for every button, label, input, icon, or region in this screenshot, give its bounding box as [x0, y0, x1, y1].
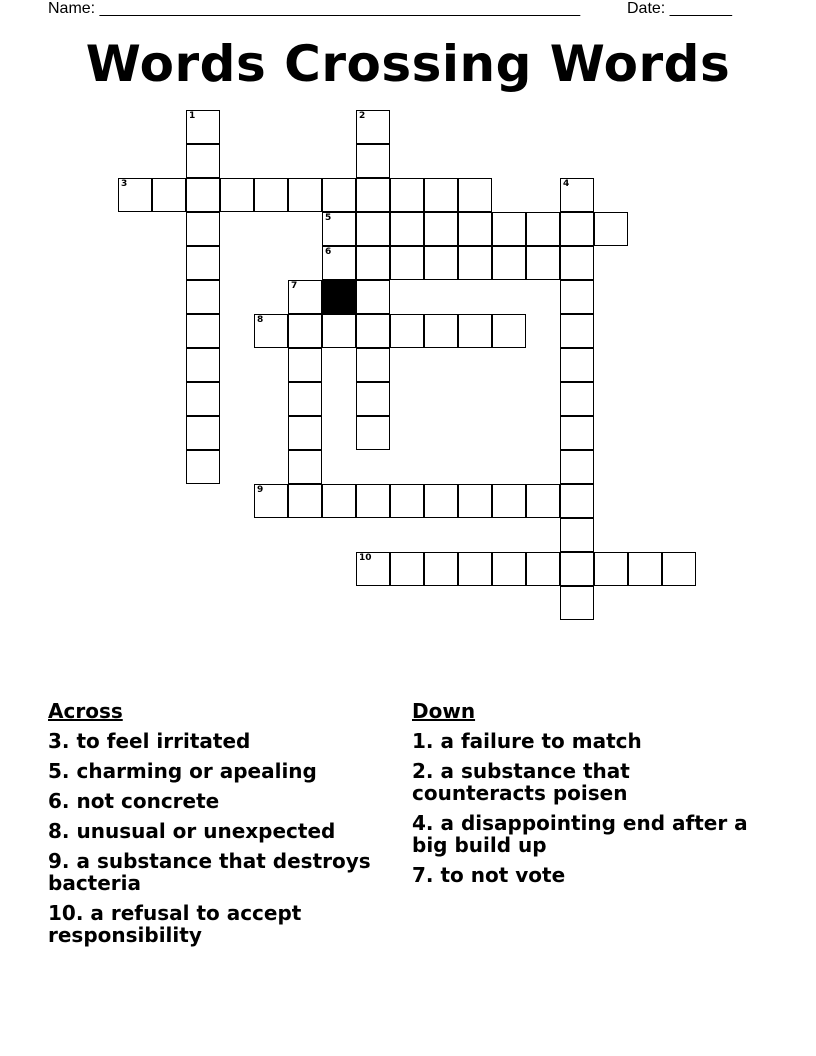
crossword-cell[interactable]: [288, 280, 322, 314]
crossword-cell[interactable]: [186, 178, 220, 212]
crossword-cell[interactable]: [390, 178, 424, 212]
crossword-cell[interactable]: [390, 484, 424, 518]
clue-item-text: a substance that destroys bacteria: [48, 849, 371, 895]
clue-item-number: 5.: [48, 759, 70, 783]
across-heading: Across: [48, 699, 123, 723]
crossword-cell[interactable]: [526, 552, 560, 586]
crossword-cell[interactable]: [560, 450, 594, 484]
crossword-cell[interactable]: [560, 586, 594, 620]
crossword-cell[interactable]: [356, 280, 390, 314]
crossword-cell[interactable]: [492, 484, 526, 518]
crossword-cell[interactable]: [560, 314, 594, 348]
clue-number: 7: [291, 281, 298, 291]
clue-item: [48, 790, 393, 812]
clue-item-text: charming or apealing: [69, 759, 317, 783]
crossword-cell[interactable]: [186, 246, 220, 280]
crossword-cell[interactable]: [356, 110, 390, 144]
clue-item-text: to feel irritated: [69, 729, 251, 753]
clue-item-number: 8.: [48, 819, 70, 843]
clue-item-number: 6.: [48, 789, 70, 813]
crossword-cell[interactable]: [424, 178, 458, 212]
clue-item: [412, 760, 757, 804]
crossword-cell[interactable]: [390, 246, 424, 280]
clue-item: [48, 902, 393, 946]
crossword-cell[interactable]: [458, 178, 492, 212]
down-clue-list: [412, 730, 757, 886]
crossword-cell[interactable]: [560, 178, 594, 212]
clue-item-number: 2.: [412, 759, 434, 783]
crossword-cell[interactable]: [356, 178, 390, 212]
across-clues: [48, 700, 393, 954]
crossword-cell[interactable]: [322, 246, 356, 280]
crossword-cell[interactable]: [186, 110, 220, 144]
crossword-cell[interactable]: [560, 484, 594, 518]
clue-item-number: 1.: [412, 729, 434, 753]
crossword-cell[interactable]: [186, 382, 220, 416]
crossword-cell[interactable]: [322, 178, 356, 212]
crossword-cell[interactable]: [458, 212, 492, 246]
crossword-cell[interactable]: [560, 348, 594, 382]
crossword-cell[interactable]: [356, 314, 390, 348]
crossword-cell[interactable]: [288, 416, 322, 450]
crossword-cell[interactable]: [322, 314, 356, 348]
clue-item: [412, 864, 757, 886]
clue-item-number: 7.: [412, 863, 434, 887]
crossword-cell[interactable]: [254, 484, 288, 518]
clue-number: 6: [325, 247, 332, 257]
crossword-cell[interactable]: [560, 280, 594, 314]
crossword-cell[interactable]: [152, 178, 186, 212]
crossword-cell[interactable]: [560, 246, 594, 280]
name-field-line: Name: ______________________________________________________: [48, 0, 581, 17]
crossword-cell[interactable]: [390, 552, 424, 586]
crossword-cell[interactable]: [492, 314, 526, 348]
crossword-cell[interactable]: [458, 552, 492, 586]
crossword-cell[interactable]: [458, 314, 492, 348]
crossword-cell[interactable]: [492, 212, 526, 246]
clue-item-text: to not vote: [433, 863, 566, 887]
crossword-cell[interactable]: [390, 212, 424, 246]
clue-item-text: a refusal to accept responsibility: [48, 901, 302, 947]
clue-item-number: 10.: [48, 901, 84, 925]
clue-number: 8: [257, 315, 264, 325]
crossword-cell[interactable]: [288, 484, 322, 518]
clue-number: 4: [563, 179, 570, 189]
crossword-cell[interactable]: [594, 212, 628, 246]
clue-number: 2: [359, 111, 366, 121]
crossword-cell[interactable]: [288, 314, 322, 348]
clue-item-number: 3.: [48, 729, 70, 753]
crossword-cell[interactable]: [356, 416, 390, 450]
crossword-cell[interactable]: [322, 484, 356, 518]
crossword-cell[interactable]: [356, 212, 390, 246]
clue-item-text: a substance that counteracts poisen: [412, 759, 630, 805]
crossword-cell[interactable]: [186, 450, 220, 484]
clue-item: [48, 730, 393, 752]
clue-item: [412, 730, 757, 752]
crossword-cell[interactable]: [356, 382, 390, 416]
across-clue-list: [48, 730, 393, 946]
crossword-cell[interactable]: [560, 212, 594, 246]
down-heading: Down: [412, 699, 476, 723]
crossword-cell[interactable]: [390, 314, 424, 348]
clue-item-text: unusual or unexpected: [69, 819, 336, 843]
clue-item-text: a disappointing end after a big build up: [412, 811, 748, 857]
crossword-cell[interactable]: [356, 552, 390, 586]
clue-item-text: a failure to match: [433, 729, 642, 753]
crossword-cell[interactable]: [186, 144, 220, 178]
crossword-cell[interactable]: [560, 518, 594, 552]
crossword-cell[interactable]: [424, 246, 458, 280]
clue-number: 5: [325, 213, 332, 223]
crossword-cell[interactable]: [288, 348, 322, 382]
crossword-cell[interactable]: [288, 382, 322, 416]
crossword-cell[interactable]: [526, 246, 560, 280]
crossword-cell[interactable]: [356, 348, 390, 382]
crossword-cell[interactable]: [254, 314, 288, 348]
crossword-cell[interactable]: [594, 552, 628, 586]
crossword-cell[interactable]: [424, 212, 458, 246]
crossword-cell[interactable]: [186, 416, 220, 450]
clue-number: 1: [189, 111, 196, 121]
crossword-cell[interactable]: [186, 212, 220, 246]
crossword-cell[interactable]: [356, 246, 390, 280]
crossword-cell[interactable]: [118, 178, 152, 212]
crossword-cell[interactable]: [560, 416, 594, 450]
down-clues: [412, 700, 757, 894]
crossword-cell[interactable]: [526, 484, 560, 518]
crossword-cell[interactable]: [662, 552, 696, 586]
crossword-cell[interactable]: [220, 178, 254, 212]
crossword-cell[interactable]: [560, 382, 594, 416]
clue-number: 10: [359, 553, 372, 563]
clue-item-number: 4.: [412, 811, 434, 835]
crossword-cell[interactable]: [458, 246, 492, 280]
crossword-cell[interactable]: [356, 484, 390, 518]
clue-item: [48, 820, 393, 842]
clue-item: [48, 760, 393, 782]
crossword-cell[interactable]: [492, 246, 526, 280]
crossword-cell[interactable]: [186, 280, 220, 314]
clue-item-text: not concrete: [69, 789, 220, 813]
clue-item: [48, 850, 393, 894]
crossword-cell[interactable]: [322, 212, 356, 246]
black-square: [322, 280, 356, 314]
date-field-line: Date: _______: [627, 0, 732, 17]
page-title: Words Crossing Words: [85, 35, 731, 93]
clue-item-number: 9.: [48, 849, 70, 873]
crossword-cell[interactable]: [424, 552, 458, 586]
crossword-cell[interactable]: [458, 484, 492, 518]
crossword-cell[interactable]: [424, 484, 458, 518]
clue-item: [412, 812, 757, 856]
crossword-cell[interactable]: [492, 552, 526, 586]
crossword-cell[interactable]: [628, 552, 662, 586]
crossword-cell[interactable]: [424, 314, 458, 348]
crossword-cell[interactable]: [186, 314, 220, 348]
crossword-cell[interactable]: [186, 348, 220, 382]
clue-number: 3: [121, 179, 128, 189]
crossword-cell[interactable]: [526, 212, 560, 246]
crossword-cell[interactable]: [288, 450, 322, 484]
crossword-cell[interactable]: [560, 552, 594, 586]
clue-number: 9: [257, 485, 264, 495]
crossword-cell[interactable]: [254, 178, 288, 212]
crossword-cell[interactable]: [356, 144, 390, 178]
crossword-cell[interactable]: [288, 178, 322, 212]
